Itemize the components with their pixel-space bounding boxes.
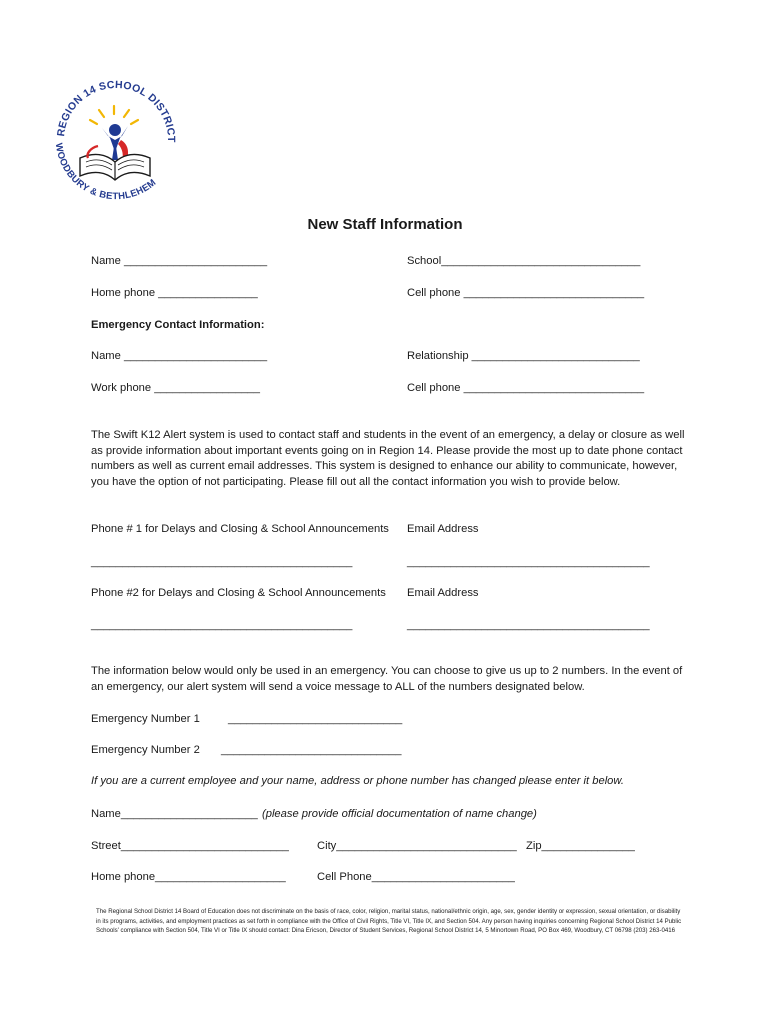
school-field[interactable]: School________________________________ <box>407 255 641 267</box>
emergency-cell-phone-field[interactable]: Cell phone _____________________________ <box>407 382 645 394</box>
phone1-field[interactable]: __________________________________________ <box>91 556 353 568</box>
emergency-number-1-label: Emergency Number 1 <box>91 713 200 725</box>
logo-text-bottom: WOODBURY & BETHLEHEM <box>52 142 159 203</box>
name-change-note: (please provide official documentation of name change) <box>262 808 537 820</box>
email1-label: Email Address <box>407 523 479 535</box>
emergency-contact-name-field[interactable]: Name _______________________ <box>91 350 268 362</box>
street-field[interactable]: Street___________________________ <box>91 840 289 852</box>
changed-name-field[interactable]: Name______________________ <box>91 808 258 820</box>
email2-field[interactable]: _______________________________________ <box>407 619 650 631</box>
swift-k12-paragraph: The Swift K12 Alert system is used to contact staff and students in the event of an emergency, a delay or closure as well as provide information about important events going on in Region 14. Please provide the most up to date phone contact numbers as well as current email addresses. This system is designed to enhance our ability to communicate, however, you have the option of not participating. Please fill out all the contact information you wish to provide below. <box>91 429 685 488</box>
emergency-work-phone-field[interactable]: Work phone _________________ <box>91 382 260 394</box>
logo-text-top: REGION 14 SCHOOL DISTRICT <box>55 78 178 143</box>
phone1-label: Phone # 1 for Delays and Closing & School Announcements <box>91 523 389 535</box>
zip-field[interactable]: Zip_______________ <box>526 840 635 852</box>
email1-field[interactable]: _______________________________________ <box>407 556 650 568</box>
form-title: New Staff Information <box>307 216 463 233</box>
cell-phone-field[interactable]: Cell phone _____________________________ <box>407 287 645 299</box>
emergency-number-1-field[interactable]: ____________________________ <box>228 713 403 725</box>
district-logo <box>42 78 187 218</box>
nondiscrimination-footer: The Regional School District 14 Board of Education does not discriminate on the basis of race, color, religion, marital status, national/ethnic origin, age, sex, gender identity or expression, sexual orientation, or disability in its programs, activities, and employment practices as set forth in compliance with the Office of Civil Rights, Title VI, Title IX, and Section 504. Any person having inquiries concerning Regional School District 14 Public Schools' compliance with Section 504, Title VI or Title IX should contact: Dina Ericson, Director of Student Services, Regional School District 14, 5 Minortown Road, PO Box 469, Woodbury, CT 06798 (203) 263-0416 <box>96 908 682 934</box>
phone2-field[interactable]: __________________________________________ <box>91 619 353 631</box>
home-phone-field[interactable]: Home phone ________________ <box>91 287 258 299</box>
emergency-number-2-field[interactable]: _____________________________ <box>221 744 402 756</box>
emergency-info-paragraph: The information below would only be used in an emergency. You can choose to give us up to 2 numbers. In the event of an emergency, our alert system will send a voice message to ALL of the numbers designated below. <box>91 665 683 693</box>
name-field[interactable]: Name _______________________ <box>91 255 268 267</box>
emergency-number-2-label: Emergency Number 2 <box>91 744 200 756</box>
change-note: If you are a current employee and your name, address or phone number has changed please enter it below. <box>91 775 624 787</box>
city-field[interactable]: City_____________________________ <box>317 840 517 852</box>
changed-home-phone-field[interactable]: Home phone_____________________ <box>91 871 286 883</box>
sun-rays-icon <box>90 106 138 124</box>
emergency-contact-heading: Emergency Contact Information: <box>91 319 265 331</box>
changed-cell-phone-field[interactable]: Cell Phone_______________________ <box>317 871 515 883</box>
email2-label: Email Address <box>407 587 479 599</box>
phone2-label: Phone #2 for Delays and Closing & School Announcements <box>91 587 386 599</box>
relationship-field[interactable]: Relationship ___________________________ <box>407 350 640 362</box>
